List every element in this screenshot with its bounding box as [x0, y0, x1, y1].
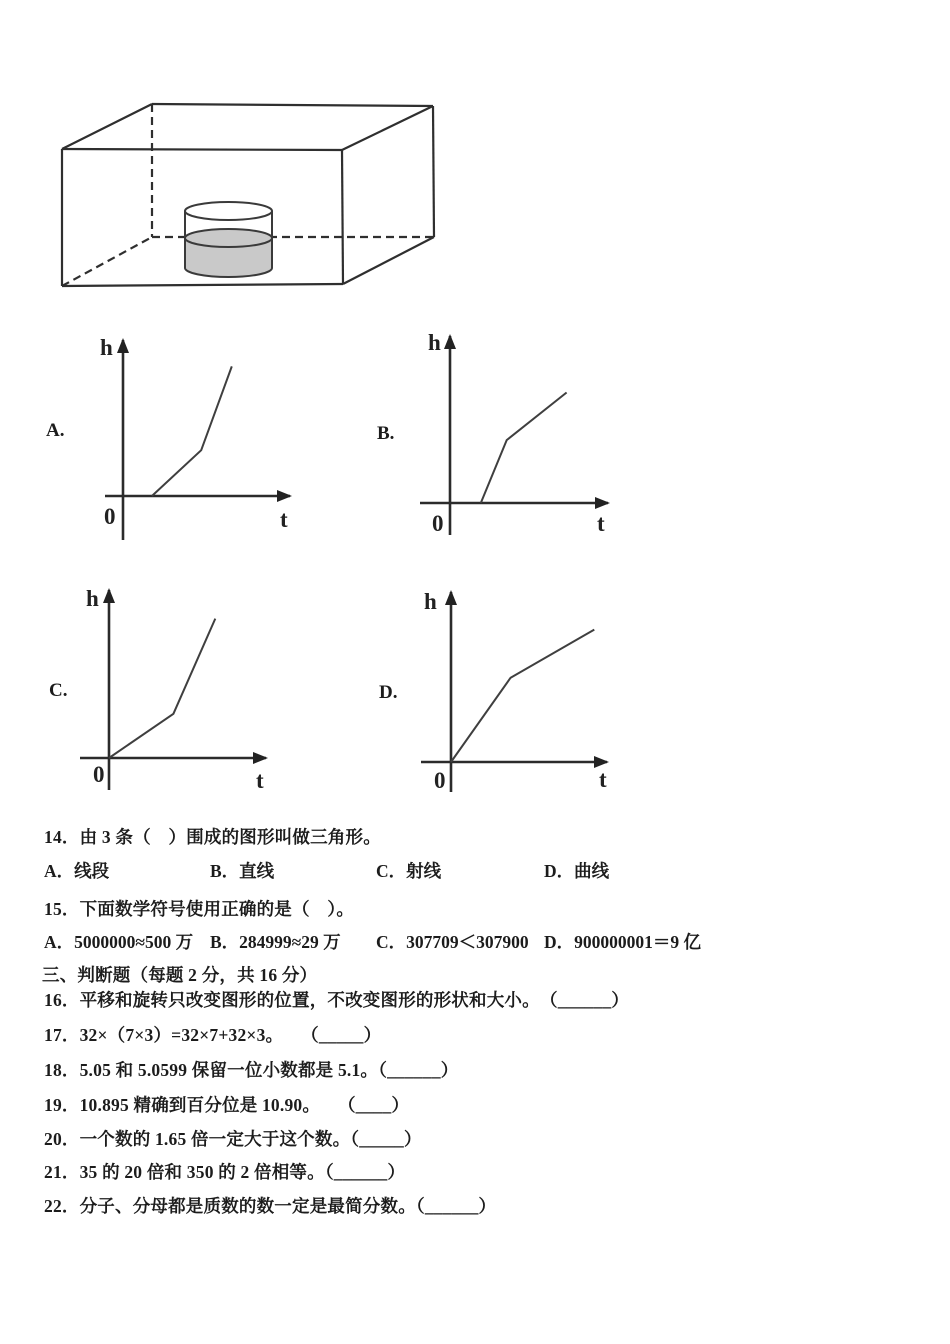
question-16: 16．平移和旋转只改变图形的位置，不改变图形的形状和大小。 （______） [44, 990, 630, 1010]
chart-option-a [80, 328, 315, 543]
height-time-curve [481, 393, 567, 504]
box-with-cylinder-figure [28, 78, 488, 313]
question-15-stem: 15．下面数学符号使用正确的是（ ）。 [44, 899, 355, 919]
height-time-curve [451, 630, 594, 762]
origin-label: 0 [104, 504, 116, 529]
y-axis-label: h [428, 330, 441, 355]
question-14-option-c: C．射线 [376, 861, 442, 881]
question-14-option-b: B．直线 [210, 861, 275, 881]
question-15-options [0, 929, 950, 953]
chart-option-c [68, 580, 303, 805]
x-axis-label: t [280, 507, 288, 532]
y-axis-label: h [100, 335, 113, 360]
question-20: 20．一个数的 1.65 倍一定大于这个数。（_____） [44, 1129, 422, 1149]
question-17: 17．32×（7×3）=32×7+32×3。 （_____） [44, 1025, 382, 1045]
y-axis-label: h [424, 589, 437, 614]
height-time-curve [109, 619, 215, 758]
question-14-options [0, 858, 950, 882]
origin-label: 0 [434, 768, 446, 793]
question-21: 21．35 的 20 倍和 350 的 2 倍相等。（______） [44, 1162, 406, 1182]
origin-label: 0 [432, 511, 444, 536]
question-14-option-d: D．曲线 [544, 861, 610, 881]
liquid-surface [185, 229, 272, 247]
origin-label: 0 [93, 762, 105, 787]
x-axis-label: t [256, 768, 264, 793]
x-axis-label: t [597, 511, 605, 536]
chart-option-d [408, 580, 643, 805]
question-22: 22．分子、分母都是质数的数一定是最简分数。（______） [44, 1196, 497, 1216]
chart-option-b [408, 328, 643, 543]
option-a-label: A. [46, 420, 65, 441]
question-18: 18．5.05 和 5.0599 保留一位小数都是 5.1。（______） [44, 1060, 459, 1080]
question-15-option-c: C．307709＜307900 [376, 932, 529, 952]
cylinder-top-rim [185, 202, 272, 220]
section-3-header: 三、判断题（每题 2 分，共 16 分） [42, 965, 318, 985]
option-c-label: C. [49, 680, 68, 701]
question-19: 19．10.895 精确到百分位是 10.90。 （____） [44, 1095, 410, 1115]
option-d-label: D. [379, 682, 398, 703]
question-15-option-d: D．900000001＝9 亿 [544, 932, 702, 952]
cylinder [185, 202, 272, 277]
x-axis-label: t [599, 767, 607, 792]
question-15-option-b: B．284999≈29 万 [210, 932, 341, 952]
height-time-curve [152, 366, 232, 496]
question-14-option-a: A．线段 [44, 861, 110, 881]
question-14-stem: 14．由 3 条（ ）围成的图形叫做三角形。 [44, 827, 381, 847]
question-15-option-a: A．5000000≈500 万 [44, 932, 194, 952]
y-axis-label: h [86, 586, 99, 611]
option-b-label: B. [377, 423, 395, 444]
